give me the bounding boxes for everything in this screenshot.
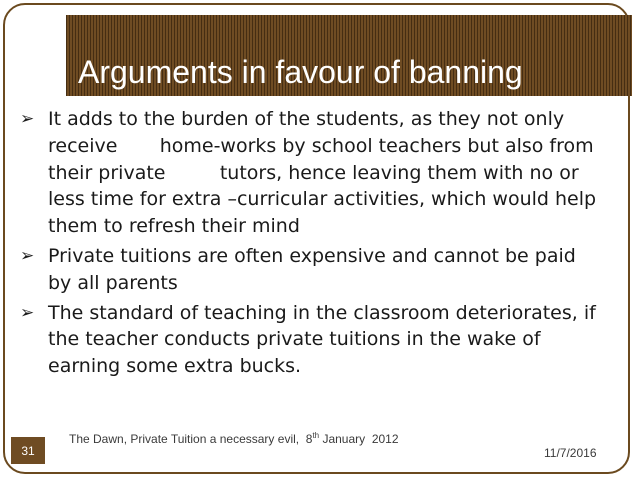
bullet-item	[20, 243, 632, 297]
bullet-line: It adds to the burden of the students, as they not only	[48, 108, 565, 130]
footer-source	[69, 431, 399, 446]
footer-source-sup: th	[312, 431, 320, 440]
bullet-line: less time for extra –curricular activities, which would help	[48, 188, 597, 211]
arrow-bullet-icon: ➢	[20, 302, 35, 323]
bullet-line: The standard of teaching in the classroom deteriorates, if	[48, 301, 596, 324]
bullet-line: by all parents	[48, 271, 178, 294]
page-number-badge	[11, 437, 45, 464]
bullet-line: the teacher conducts private tuitions in the wake of	[48, 328, 541, 351]
bullet-list	[20, 106, 632, 383]
page-number: 31	[21, 443, 35, 458]
bullet-line: earning some extra bucks.	[48, 355, 302, 378]
footer-source-suffix: January 2012	[319, 432, 399, 446]
bullet-line: receive home-works by school teachers but also from	[48, 134, 594, 157]
bullet-item	[20, 106, 632, 240]
footer-source-prefix: The Dawn, Private Tuition a necessary evil, 8	[69, 432, 313, 446]
bullet-line: Private tuitions are often expensive and cannot be paid	[48, 244, 576, 267]
arrow-bullet-icon: ➢	[20, 109, 35, 129]
bullet-item	[20, 300, 632, 380]
bullet-line: them to refresh their mind	[48, 215, 300, 238]
bullet-line: their private tutors, hence leaving them with no or	[48, 161, 579, 184]
footer-date: 11/7/2016	[544, 446, 597, 460]
slide-title: Arguments in favour of banning	[78, 54, 523, 90]
arrow-bullet-icon: ➢	[20, 245, 35, 266]
